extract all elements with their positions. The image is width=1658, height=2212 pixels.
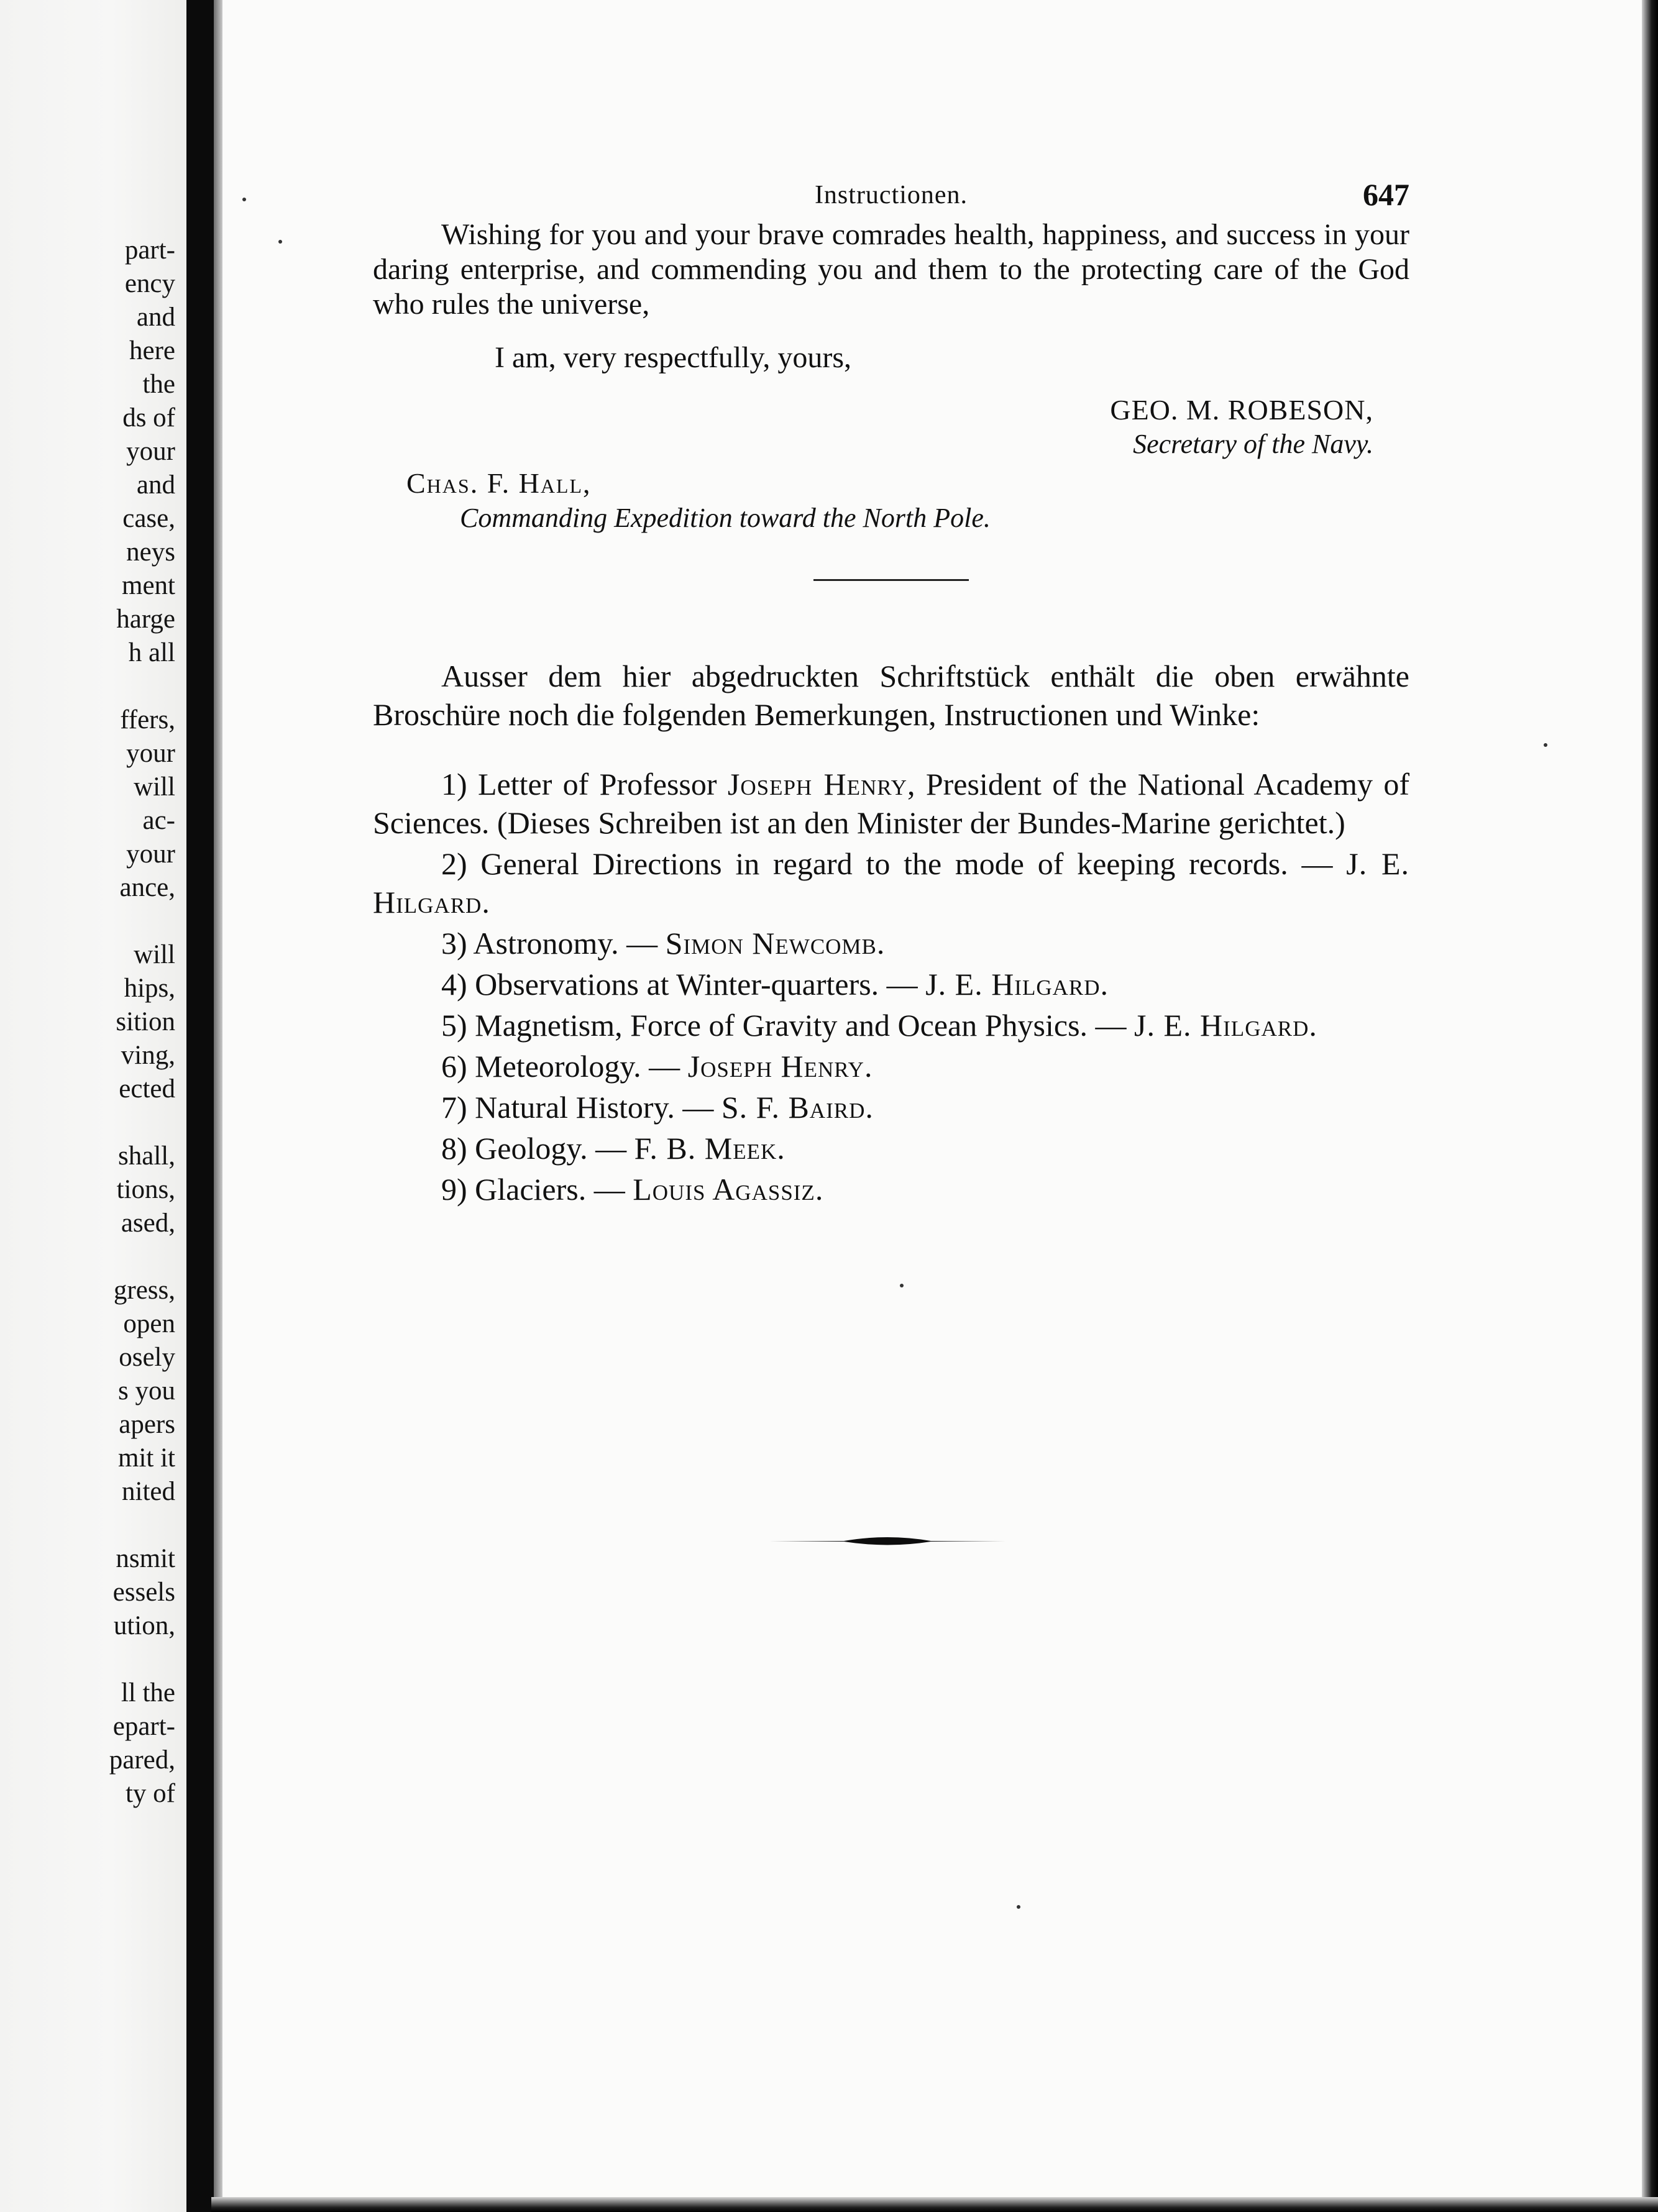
intro-paragraph: Ausser dem hier abgedruckten Schriftstück enthält die oben erwähnte Broschüre noch die folgenden Bemerkungen, Instructionen und Winke: bbox=[373, 659, 1409, 732]
item-text: 4) Observations at Winter-quarters. — bbox=[441, 967, 926, 1002]
left-page-fragment: here bbox=[129, 336, 175, 365]
left-page-fragment: open bbox=[123, 1309, 175, 1338]
addressee-name: Chas. F. Hall, bbox=[406, 467, 592, 499]
left-page-fragment: sition bbox=[116, 1007, 175, 1036]
page-content bbox=[373, 174, 1409, 1211]
left-page-fragment: your bbox=[126, 739, 175, 768]
left-page-fragment: shall, bbox=[118, 1141, 175, 1171]
left-page-fragment: ased, bbox=[121, 1209, 175, 1238]
letter-salutation: I am, very respectfully, yours, bbox=[495, 341, 852, 374]
left-page-fragment: will bbox=[134, 772, 175, 802]
left-page-fragment: pared, bbox=[109, 1745, 175, 1775]
left-page-fragment: the bbox=[142, 370, 175, 399]
left-page-fragment: will bbox=[134, 940, 175, 969]
left-page-fragment: ty of bbox=[125, 1779, 175, 1808]
running-head: Instructionen. bbox=[814, 181, 968, 209]
left-page-fragment: ac- bbox=[142, 806, 175, 835]
item-text: 5) Magnetism, Force of Gravity and Ocean Physics. — bbox=[441, 1008, 1135, 1043]
left-page-fragment: neys bbox=[126, 537, 175, 567]
item-text: 7) Natural History. — bbox=[441, 1090, 721, 1125]
instruction-list-item bbox=[373, 1047, 1409, 1085]
scan-speck bbox=[242, 198, 246, 201]
signature-title: Secretary of the Navy. bbox=[1133, 429, 1373, 459]
left-page-fragment: ving, bbox=[121, 1041, 175, 1070]
left-page-fragment: tions, bbox=[116, 1175, 175, 1204]
instruction-list-item bbox=[373, 1006, 1409, 1044]
left-page-fragment: and bbox=[136, 303, 175, 332]
signature-block bbox=[373, 393, 1409, 461]
item-author: J. E. Hilgard. bbox=[1134, 1008, 1317, 1043]
instruction-list bbox=[373, 765, 1409, 1209]
left-page-fragment: essels bbox=[112, 1578, 175, 1607]
instruction-list-item bbox=[373, 1170, 1409, 1209]
left-page-fragment: ffers, bbox=[120, 705, 175, 734]
item-text: 6) Meteorology. — bbox=[441, 1049, 688, 1084]
left-page-fragment: nited bbox=[122, 1477, 175, 1506]
item-author: Louis Agassiz. bbox=[633, 1172, 824, 1207]
item-text: 8) Geology. — bbox=[441, 1131, 634, 1166]
item-author: S. F. Baird. bbox=[721, 1090, 874, 1125]
item-text-continued: , President of the National Academy of Sciences. (Dieses Schreiben ist an den Minister der Bundes-Marine gerichtet.) bbox=[373, 767, 1409, 840]
left-page-fragment: ency bbox=[124, 269, 175, 298]
left-page-fragment: your bbox=[126, 437, 175, 466]
section-divider-rule bbox=[813, 579, 969, 581]
signature-name: GEO. M. ROBESON, bbox=[1110, 394, 1373, 426]
left-page-fragment: and bbox=[136, 470, 175, 500]
left-page-fragment: h all bbox=[128, 638, 175, 667]
tailpiece-ornament bbox=[769, 1529, 1005, 1553]
addressee-block bbox=[406, 466, 1409, 536]
book-gutter bbox=[186, 0, 214, 2212]
instruction-list-item bbox=[373, 1088, 1409, 1127]
scan-speck bbox=[1017, 1905, 1020, 1909]
left-page-fragment: ution, bbox=[113, 1611, 175, 1640]
scan-speck bbox=[900, 1284, 904, 1287]
left-page-fragment: nsmit bbox=[116, 1544, 175, 1573]
left-page-fragment: hips, bbox=[124, 974, 175, 1003]
bottom-scan-edge bbox=[211, 2197, 1658, 2212]
right-scan-edge bbox=[1642, 0, 1658, 2212]
left-page-fragment: epart- bbox=[112, 1712, 175, 1741]
left-page-fragment: your bbox=[126, 839, 175, 869]
item-text: 2) General Directions in regard to the mode of keeping records. — bbox=[441, 846, 1347, 881]
instruction-list-item bbox=[373, 1129, 1409, 1168]
left-page-fragment: s you bbox=[118, 1376, 175, 1405]
gutter-shadow bbox=[214, 0, 222, 2212]
left-page-fragment: apers bbox=[119, 1410, 175, 1439]
letter-closing-paragraph: Wishing for you and your brave comrades health, happiness, and success in your daring enterprise, and commending you and them to the protecting care of the God who rules the universe, bbox=[373, 218, 1409, 321]
left-page-fragment: ds of bbox=[122, 403, 175, 432]
addressee-title: Commanding Expedition toward the North Pole. bbox=[460, 503, 991, 533]
instruction-list-item bbox=[373, 965, 1409, 1003]
left-page-fragment: osely bbox=[119, 1343, 175, 1372]
left-page-fragment: ll the bbox=[121, 1678, 175, 1707]
left-page-fragment: mit it bbox=[118, 1443, 175, 1473]
item-author: Joseph Henry. bbox=[687, 1049, 873, 1084]
scan-speck bbox=[278, 240, 282, 244]
left-page-fragment: harge bbox=[116, 605, 175, 634]
left-page-fragment: part- bbox=[124, 235, 175, 265]
scan-speck bbox=[1544, 743, 1547, 747]
item-text: 3) Astronomy. — bbox=[441, 926, 666, 961]
left-facing-page bbox=[0, 0, 186, 2212]
left-page-fragment: gress, bbox=[113, 1276, 175, 1305]
item-author: J. E. Hilgard. bbox=[925, 967, 1109, 1002]
item-text: 1) Letter of Professor bbox=[441, 767, 728, 802]
page-number: 647 bbox=[1363, 177, 1409, 212]
left-page-fragment: ance, bbox=[119, 873, 175, 902]
instruction-list-item bbox=[373, 765, 1409, 842]
item-author: J. E. Hilgard. bbox=[373, 846, 1409, 920]
left-page-fragment: ment bbox=[122, 571, 175, 600]
item-author: F. B. Meek. bbox=[634, 1131, 785, 1166]
item-author: Simon Newcomb. bbox=[665, 926, 886, 961]
left-page-fragment: case, bbox=[122, 504, 175, 533]
item-text: 9) Glaciers. — bbox=[441, 1172, 633, 1207]
instruction-list-item bbox=[373, 844, 1409, 921]
instruction-list-item bbox=[373, 924, 1409, 962]
item-author: Joseph Henry bbox=[727, 767, 908, 802]
left-page-fragment: ected bbox=[119, 1074, 175, 1104]
page-header bbox=[373, 174, 1409, 217]
